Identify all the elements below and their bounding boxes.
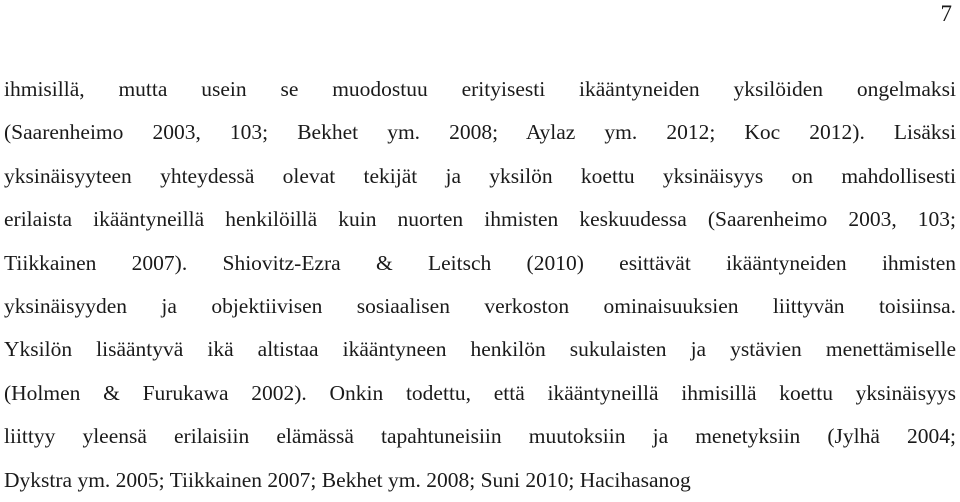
text-line: (Holmen & Furukawa 2002). Onkin todettu, että ikääntyneillä ihmisillä koettu yksinäisyys [4,380,956,405]
text-line: Dykstra ym. 2005; Tiikkainen 2007; Bekhet ym. 2008; Suni 2010; Hacihasanog [4,467,691,492]
text-line: erilaista ikääntyneillä henkilöillä kuin nuorten ihmisten keskuudessa (Saarenheimo 2003, 103; [4,207,956,232]
text-line: yksinäisyyden ja objektiivisen sosiaalisen verkoston ominaisuuksien liittyvän toisiinsa. [4,293,956,318]
text-line: ihmisillä, mutta usein se muodostuu erityisesti ikääntyneiden yksilöiden ongelmaksi [4,77,956,101]
text-line: Tiikkainen 2007). Shiovitz-Ezra & Leitsch (2010) esittävät ikääntyneiden ihmisten [4,250,956,275]
text-line: (Saarenheimo 2003, 103; Bekhet ym. 2008; Aylaz ym. 2012; Koc 2012). Lisäksi [4,120,956,145]
body-paragraph [4,68,956,502]
text-line: liittyy yleensä erilaisiin elämässä tapahtuneisiin muutoksiin ja menetyksiin (Jylhä 2004; [4,424,956,449]
page-number: 7 [940,1,952,26]
text-line: Yksilön lisääntyvä ikä altistaa ikääntyneen henkilön sukulaisten ja ystävien menettämiselle [4,337,956,362]
text-line: yksinäisyyteen yhteydessä olevat tekijät ja yksilön koettu yksinäisyys on mahdollisesti [4,163,956,188]
